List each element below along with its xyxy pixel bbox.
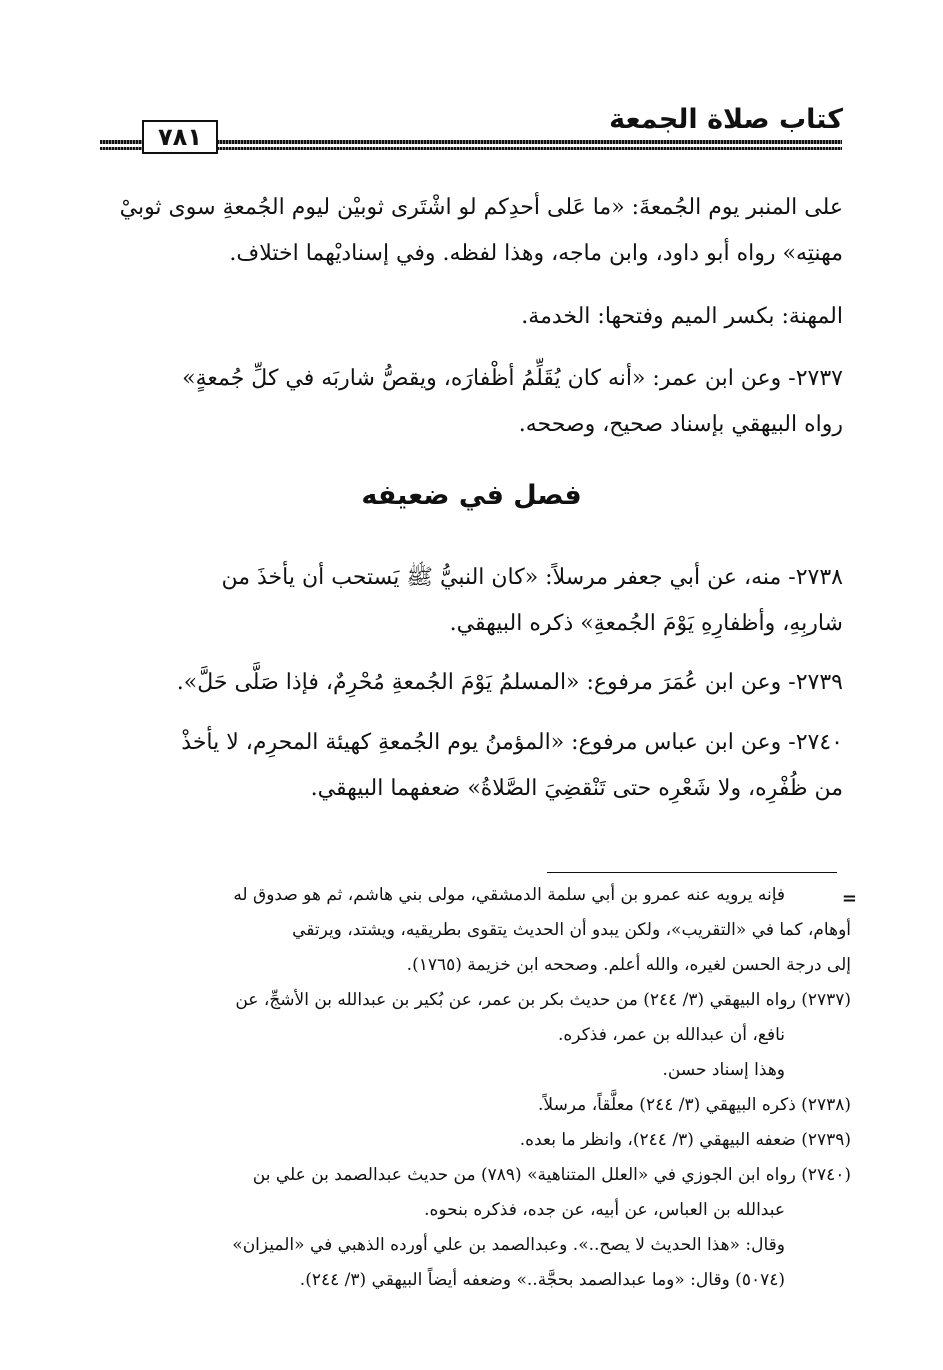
hadith-2739 — [100, 660, 843, 706]
paragraph-continuation — [100, 185, 843, 277]
text-line: مهنتِه» رواه أبو داود، وابن ماجه، وهذا لفظه. وفي إسناديْهما اختلاف. — [229, 241, 843, 266]
text-line: ٢٧٤٠- وعن ابن عباس مرفوع: «المؤمنُ يوم الجُمعةِ كهيئة المحرِم، لا يأخذْ — [181, 730, 843, 755]
section-heading: فصل في ضعيفه — [361, 480, 582, 511]
hadith-2740 — [100, 720, 843, 812]
footnote-separator — [547, 872, 837, 873]
footnote-2739: (٢٧٣٩) ضعفه البيهقي (٣/ ٢٤٤)، وانظر ما بعده. — [519, 1130, 851, 1150]
text-line: شاربِهِ، وأظفارِهِ يَوْمَ الجُمعةِ» ذكره البيهقي. — [449, 611, 843, 636]
footnote-line: وقال: «هذا الحديث لا يصح..». وعبدالصمد بن علي أورده الذهبي في «الميزان» — [232, 1235, 785, 1255]
footnote-2738: (٢٧٣٨) ذكره البيهقي (٣/ ٢٤٤) معلَّقاً، مرسلاً. — [538, 1095, 851, 1115]
text-line: على المنبر يوم الجُمعةَ: «ما عَلى أحدِكم لو اشْتَرى ثوبيْن ليوم الجُمعةِ سوى ثوبيْ — [119, 195, 843, 220]
footnote-line: فإنه يرويه عنه عمرو بن أبي سلمة الدمشقي، مولى بني هاشم، ثم هو صدوق له — [233, 885, 785, 905]
footnotes-block — [100, 878, 851, 1298]
text-line: رواه البيهقي بإسناد صحيح، وصححه. — [518, 412, 843, 437]
paragraph-definition — [100, 294, 843, 340]
hadith-2737 — [100, 356, 843, 448]
footnote-2740: (٢٧٤٠) رواه ابن الجوزي في «العلل المتناهية» (٧٨٩) من حديث عبدالصمد بن علي بن — [252, 1165, 851, 1185]
footnote-line: عبدالله بن العباس، عن أبيه، عن جده، فذكره بنحوه. — [424, 1200, 785, 1220]
text-line: المهنة: بكسر الميم وفتحها: الخدمة. — [521, 304, 843, 329]
text-line: من ظُفْرِه، ولا شَعْرِه حتى تَنْقضِيَ الصَّلاةُ» ضعفهما البيهقي. — [310, 776, 843, 801]
hadith-2738 — [100, 555, 843, 647]
page-number-box: ٧٨١ — [142, 120, 218, 154]
footnote-line: نافع، أن عبدالله بن عمر، فذكره. — [558, 1025, 785, 1045]
text-line: ٢٧٣٩- وعن ابن عُمَرَ مرفوع: «المسلمُ يَوْمَ الجُمعةِ مُحْرِمٌ، فإذا صَلَّى حَلَّ». — [176, 670, 843, 695]
footnote-line: وهذا إسناد حسن. — [662, 1060, 785, 1080]
continuation-mark: = — [841, 888, 857, 909]
text-line: ٢٧٣٨- منه، عن أبي جعفر مرسلاً: «كان النبيُّ ﷺ يَستحب أن يأخذَ من — [221, 565, 843, 590]
running-header-title: كتاب صلاة الجمعة — [609, 104, 843, 135]
footnote-line: أوهام، كما في «التقريب»، ولكن يبدو أن الحديث يتقوى بطريقيه، ويشتد، ويرتقي — [292, 920, 851, 940]
footnote-line: (٥٠٧٤) وقال: «وما عبدالصمد بحجَّة..» وضعفه أيضاً البيهقي (٣/ ٢٤٤). — [299, 1270, 785, 1290]
footnote-2737: (٢٧٣٧) رواه البيهقي (٣/ ٢٤٤) من حديث بكر بن عمر، عن بُكير بن عبدالله بن الأشجِّ، عن — [235, 990, 851, 1010]
footnote-line: إلى درجة الحسن لغيره، والله أعلم. وصححه ابن خزيمة (١٧٦٥). — [406, 955, 851, 975]
text-line: ٢٧٣٧- وعن ابن عمر: «أنه كان يُقَلِّمُ أظْفارَه، ويقصُّ شاربَه في كلِّ جُمعةٍ» — [182, 366, 843, 391]
